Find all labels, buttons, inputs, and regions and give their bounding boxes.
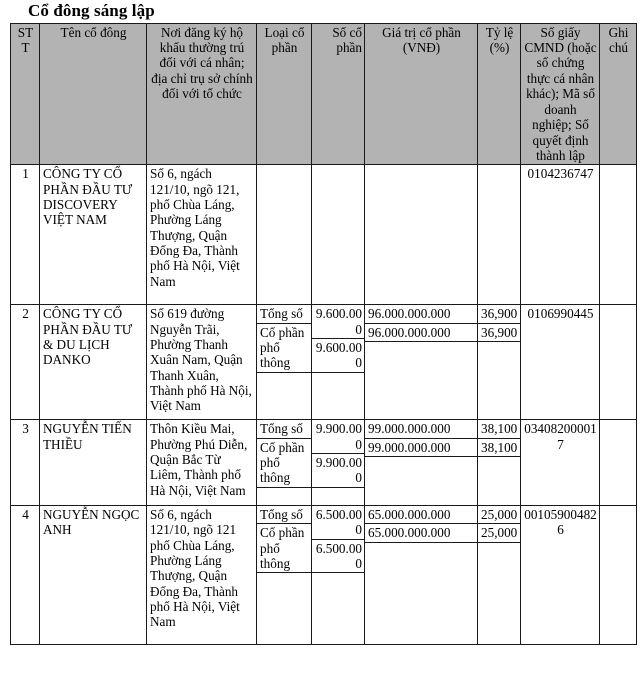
share-breakdown [257, 420, 311, 505]
column-header-stt: STT [11, 23, 40, 165]
empty-cell [257, 573, 311, 591]
share-breakdown-row [257, 420, 311, 438]
cell-rate-group [478, 420, 521, 506]
cell-share-value: 99.000.000.000 [365, 438, 477, 456]
share-breakdown [478, 506, 520, 560]
page-title: Cổ đông sáng lập [28, 1, 155, 20]
cell-address: Số 6, ngách 121/10, ngõ 121, phố Chùa Láng, Phường Láng Thượng, Quận Đống Đa, Thành phố Hà Nội, Việt Nam [147, 165, 257, 305]
share-breakdown [365, 305, 477, 359]
share-breakdown-row [365, 420, 477, 438]
cell-address: Thôn Kiều Mai, Phường Phú Diễn, Quận Bắc Từ Liêm, Thành phố Hà Nội, Việt Nam [147, 420, 257, 506]
cell-note [600, 420, 637, 506]
cell-share-count: 9.600.000 [312, 339, 364, 373]
empty-cell [478, 542, 520, 560]
column-header-share-type: Loại cổ phần [257, 23, 312, 165]
cell-address: Số 6, ngách 121/10, ngõ 121 phố Chùa Láng, Phường Láng Thượng, Quận Đống Đa, Thành phố Hà Nội, Việt Nam [147, 506, 257, 645]
cell-id-number: 0106990445 [521, 305, 600, 420]
cell-share-value: 96.000.000.000 [365, 323, 477, 341]
empty-cell [478, 457, 520, 475]
table-row [11, 420, 637, 506]
cell-stt: 2 [11, 305, 40, 420]
share-breakdown-row-empty [365, 342, 477, 360]
empty-cell [365, 342, 477, 360]
cell-share-type: Tổng số [257, 506, 311, 524]
cell-id-number: 001059004826 [521, 506, 600, 645]
share-breakdown-row-empty [257, 573, 311, 591]
cell-rate: 36,900 [478, 323, 520, 341]
cell-id-number: 0104236747 [521, 165, 600, 305]
cell-rate: 38,100 [478, 438, 520, 456]
cell-stt: 3 [11, 420, 40, 506]
share-breakdown-row-empty [478, 342, 520, 360]
share-breakdown-row [312, 339, 364, 373]
cell-share-count: 6.500.000 [312, 506, 364, 539]
cell-id-number: 034082000017 [521, 420, 600, 506]
cell-rate: 25,000 [478, 524, 520, 542]
cell-note [600, 305, 637, 420]
empty-cell [478, 342, 520, 360]
table-header-row [11, 23, 637, 165]
share-breakdown-row-empty [312, 487, 364, 505]
cell-rate [478, 165, 521, 305]
share-breakdown [365, 420, 477, 474]
cell-stt: 4 [11, 506, 40, 645]
share-breakdown-row [312, 305, 364, 338]
cell-share-value-group [365, 506, 478, 645]
cell-note [600, 165, 637, 305]
share-breakdown [312, 506, 364, 591]
column-header-share-value: Giá trị cổ phần (VNĐ) [365, 23, 478, 165]
share-breakdown-row-empty [312, 573, 364, 591]
share-breakdown-row [257, 438, 311, 487]
share-breakdown-row [365, 323, 477, 341]
cell-share-type: Cổ phần phổ thông [257, 438, 311, 487]
share-breakdown-row [478, 438, 520, 456]
share-breakdown-row-empty [257, 487, 311, 505]
empty-cell [257, 372, 311, 390]
share-breakdown-row [365, 506, 477, 524]
cell-share-type-group [257, 305, 312, 420]
share-breakdown-row [312, 506, 364, 539]
table-row [11, 506, 637, 645]
cell-share-value-group [365, 305, 478, 420]
share-breakdown [257, 506, 311, 591]
cell-share-type: Cổ phần phổ thông [257, 524, 311, 573]
founding-shareholders-table [10, 23, 637, 646]
share-breakdown [365, 506, 477, 560]
cell-share-type: Tổng số [257, 420, 311, 438]
cell-share-count: 6.500.000 [312, 539, 364, 573]
share-breakdown [478, 420, 520, 474]
empty-cell [312, 573, 364, 591]
cell-share-count-group [312, 506, 365, 645]
cell-share-count-group [312, 420, 365, 506]
column-header-share-count: Số cổ phần [312, 23, 365, 165]
cell-share-value-group [365, 420, 478, 506]
empty-cell [312, 372, 364, 390]
table-header [11, 23, 637, 165]
cell-note [600, 506, 637, 645]
cell-share-count: 9.900.000 [312, 420, 364, 453]
cell-share-count-group [312, 305, 365, 420]
share-breakdown-row-empty [478, 457, 520, 475]
table-row [11, 165, 637, 305]
cell-share-type [257, 165, 312, 305]
table-body [11, 165, 637, 645]
cell-share-value: 96.000.000.000 [365, 305, 477, 323]
share-breakdown-row-empty [312, 372, 364, 390]
column-header-name: Tên cổ đông [40, 23, 147, 165]
share-breakdown-row [478, 323, 520, 341]
cell-share-value: 65.000.000.000 [365, 524, 477, 542]
cell-share-count [312, 165, 365, 305]
share-breakdown-row [478, 420, 520, 438]
share-breakdown-row [312, 539, 364, 573]
cell-share-count: 9.900.000 [312, 454, 364, 488]
column-header-id-number: Số giấy CMND (hoặc số chứng thực cá nhân khác); Mã số doanh nghiệp; Số quyết định thành lập [521, 23, 600, 165]
cell-rate: 36,900 [478, 305, 520, 323]
empty-cell [257, 487, 311, 505]
empty-cell [365, 457, 477, 475]
cell-name: CÔNG TY CỔ PHẦN ĐẦU TƯ DISCOVERY VIỆT NAM [40, 165, 147, 305]
empty-cell [312, 487, 364, 505]
share-breakdown [312, 420, 364, 505]
cell-share-count: 9.600.000 [312, 305, 364, 338]
cell-share-value: 65.000.000.000 [365, 506, 477, 524]
cell-name: NGUYỄN TIẾN THIỀU [40, 420, 147, 506]
share-breakdown-row [312, 454, 364, 488]
cell-name: CÔNG TY CỔ PHẦN ĐẦU TƯ & DU LỊCH DANKO [40, 305, 147, 420]
cell-rate: 25,000 [478, 506, 520, 524]
share-breakdown-row [257, 323, 311, 372]
cell-name: NGUYỄN NGỌC ANH [40, 506, 147, 645]
cell-rate-group [478, 305, 521, 420]
cell-rate-group [478, 506, 521, 645]
share-breakdown-row [478, 524, 520, 542]
share-breakdown-row [257, 506, 311, 524]
share-breakdown [257, 305, 311, 390]
share-breakdown-row-empty [257, 372, 311, 390]
share-breakdown-row [365, 305, 477, 323]
cell-share-type-group [257, 506, 312, 645]
share-breakdown-row [257, 524, 311, 573]
empty-cell [365, 542, 477, 560]
share-breakdown-row-empty [365, 457, 477, 475]
cell-share-type: Cổ phần phổ thông [257, 323, 311, 372]
share-breakdown-row [365, 524, 477, 542]
cell-share-value [365, 165, 478, 305]
share-breakdown-row-empty [365, 542, 477, 560]
cell-address: Số 619 đường Nguyễn Trãi, Phường Thanh Xuân Nam, Quận Thanh Xuân, Thành phố Hà Nội, Việt Nam [147, 305, 257, 420]
cell-stt: 1 [11, 165, 40, 305]
share-breakdown-row [478, 305, 520, 323]
table-row [11, 305, 637, 420]
cell-share-value: 99.000.000.000 [365, 420, 477, 438]
column-header-address: Nơi đăng ký hộ khẩu thường trú đối với cá nhân; địa chỉ trụ sở chính đối với tổ chức [147, 23, 257, 165]
share-breakdown-row [478, 506, 520, 524]
column-header-rate: Tỷ lệ (%) [478, 23, 521, 165]
share-breakdown [312, 305, 364, 390]
share-breakdown-row [257, 305, 311, 323]
share-breakdown-row-empty [478, 542, 520, 560]
cell-share-type-group [257, 420, 312, 506]
column-header-note: Ghi chú [600, 23, 637, 165]
cell-rate: 38,100 [478, 420, 520, 438]
share-breakdown-row [312, 420, 364, 453]
share-breakdown [478, 305, 520, 359]
cell-share-type: Tổng số [257, 305, 311, 323]
share-breakdown-row [365, 438, 477, 456]
